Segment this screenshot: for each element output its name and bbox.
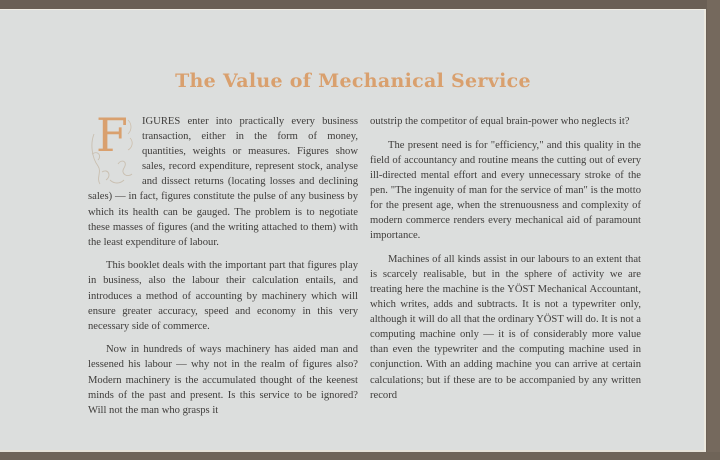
paragraph: outstrip the competitor of equal brain-power who neglects it? [370,116,630,127]
right-column [370,114,641,411]
paragraph [88,108,358,250]
scan-border-bottom [0,452,720,460]
drop-cap [88,108,136,188]
paragraph: Machines of all kinds assist in our labours to an extent that is scarcely realisable, but in the sphere of activity we are treating here the machine is the YÖST Mechanical Accountant, which writes, adds and subtracts. It is not a typewriter only, although it will do all that the ordinary YÖST will do. It is not a computing machine only — it is of considerably more value than even the typewriter and the computing machine used in conjunction. With an adding machine you can arrive at certain calculations; but if these are to be accompanied by any written record [370,253,641,401]
booklet-page [0,9,706,452]
scan-border-top [0,0,720,9]
page-title: The Value of Mechanical Service [175,70,531,92]
paragraph: This booklet deals with the important part that figures play in business, also the labour their calculation entails, and introduces a method of accounting by machinery which will ensure greater accuracy, speed and economy in this very necessary side of commerce. [88,260,358,332]
paragraph: Now in hundreds of ways machinery has aided man and lessened his labour — why not in the realm of figures also? Modern machinery is the accumulated thought of the keenest minds of the past and present. Is this service to be ignored? Will not the man who grasps it [88,344,358,416]
paragraph-text: IGURES enter into practically every business transaction, either in the form of money, quantities, weights or measures. Figures show sales, record expenditure, represent stock, analyse and dissect returns (locating losses and declining sales) — in fact, figures constitute the pulse of any business by which its health can be gauged. The problem is to negotiate these masses of figures (and the writing attached to them) with the least expenditure of labour. [88,116,358,248]
left-column [88,108,358,426]
scan-border-right [707,0,720,460]
drop-cap-letter: F [96,108,128,162]
paragraph: The present need is for "efficiency," and this quality in the field of accountancy and routine means the cutting out of every ill-directed mental effort and every unnecessary stroke of the pen. "The ingenuity of man for the service of man" is the motto for the present age, when the strenuousness and complexity of modern commerce renders every mechanical aid of paramount importance. [370,139,641,242]
